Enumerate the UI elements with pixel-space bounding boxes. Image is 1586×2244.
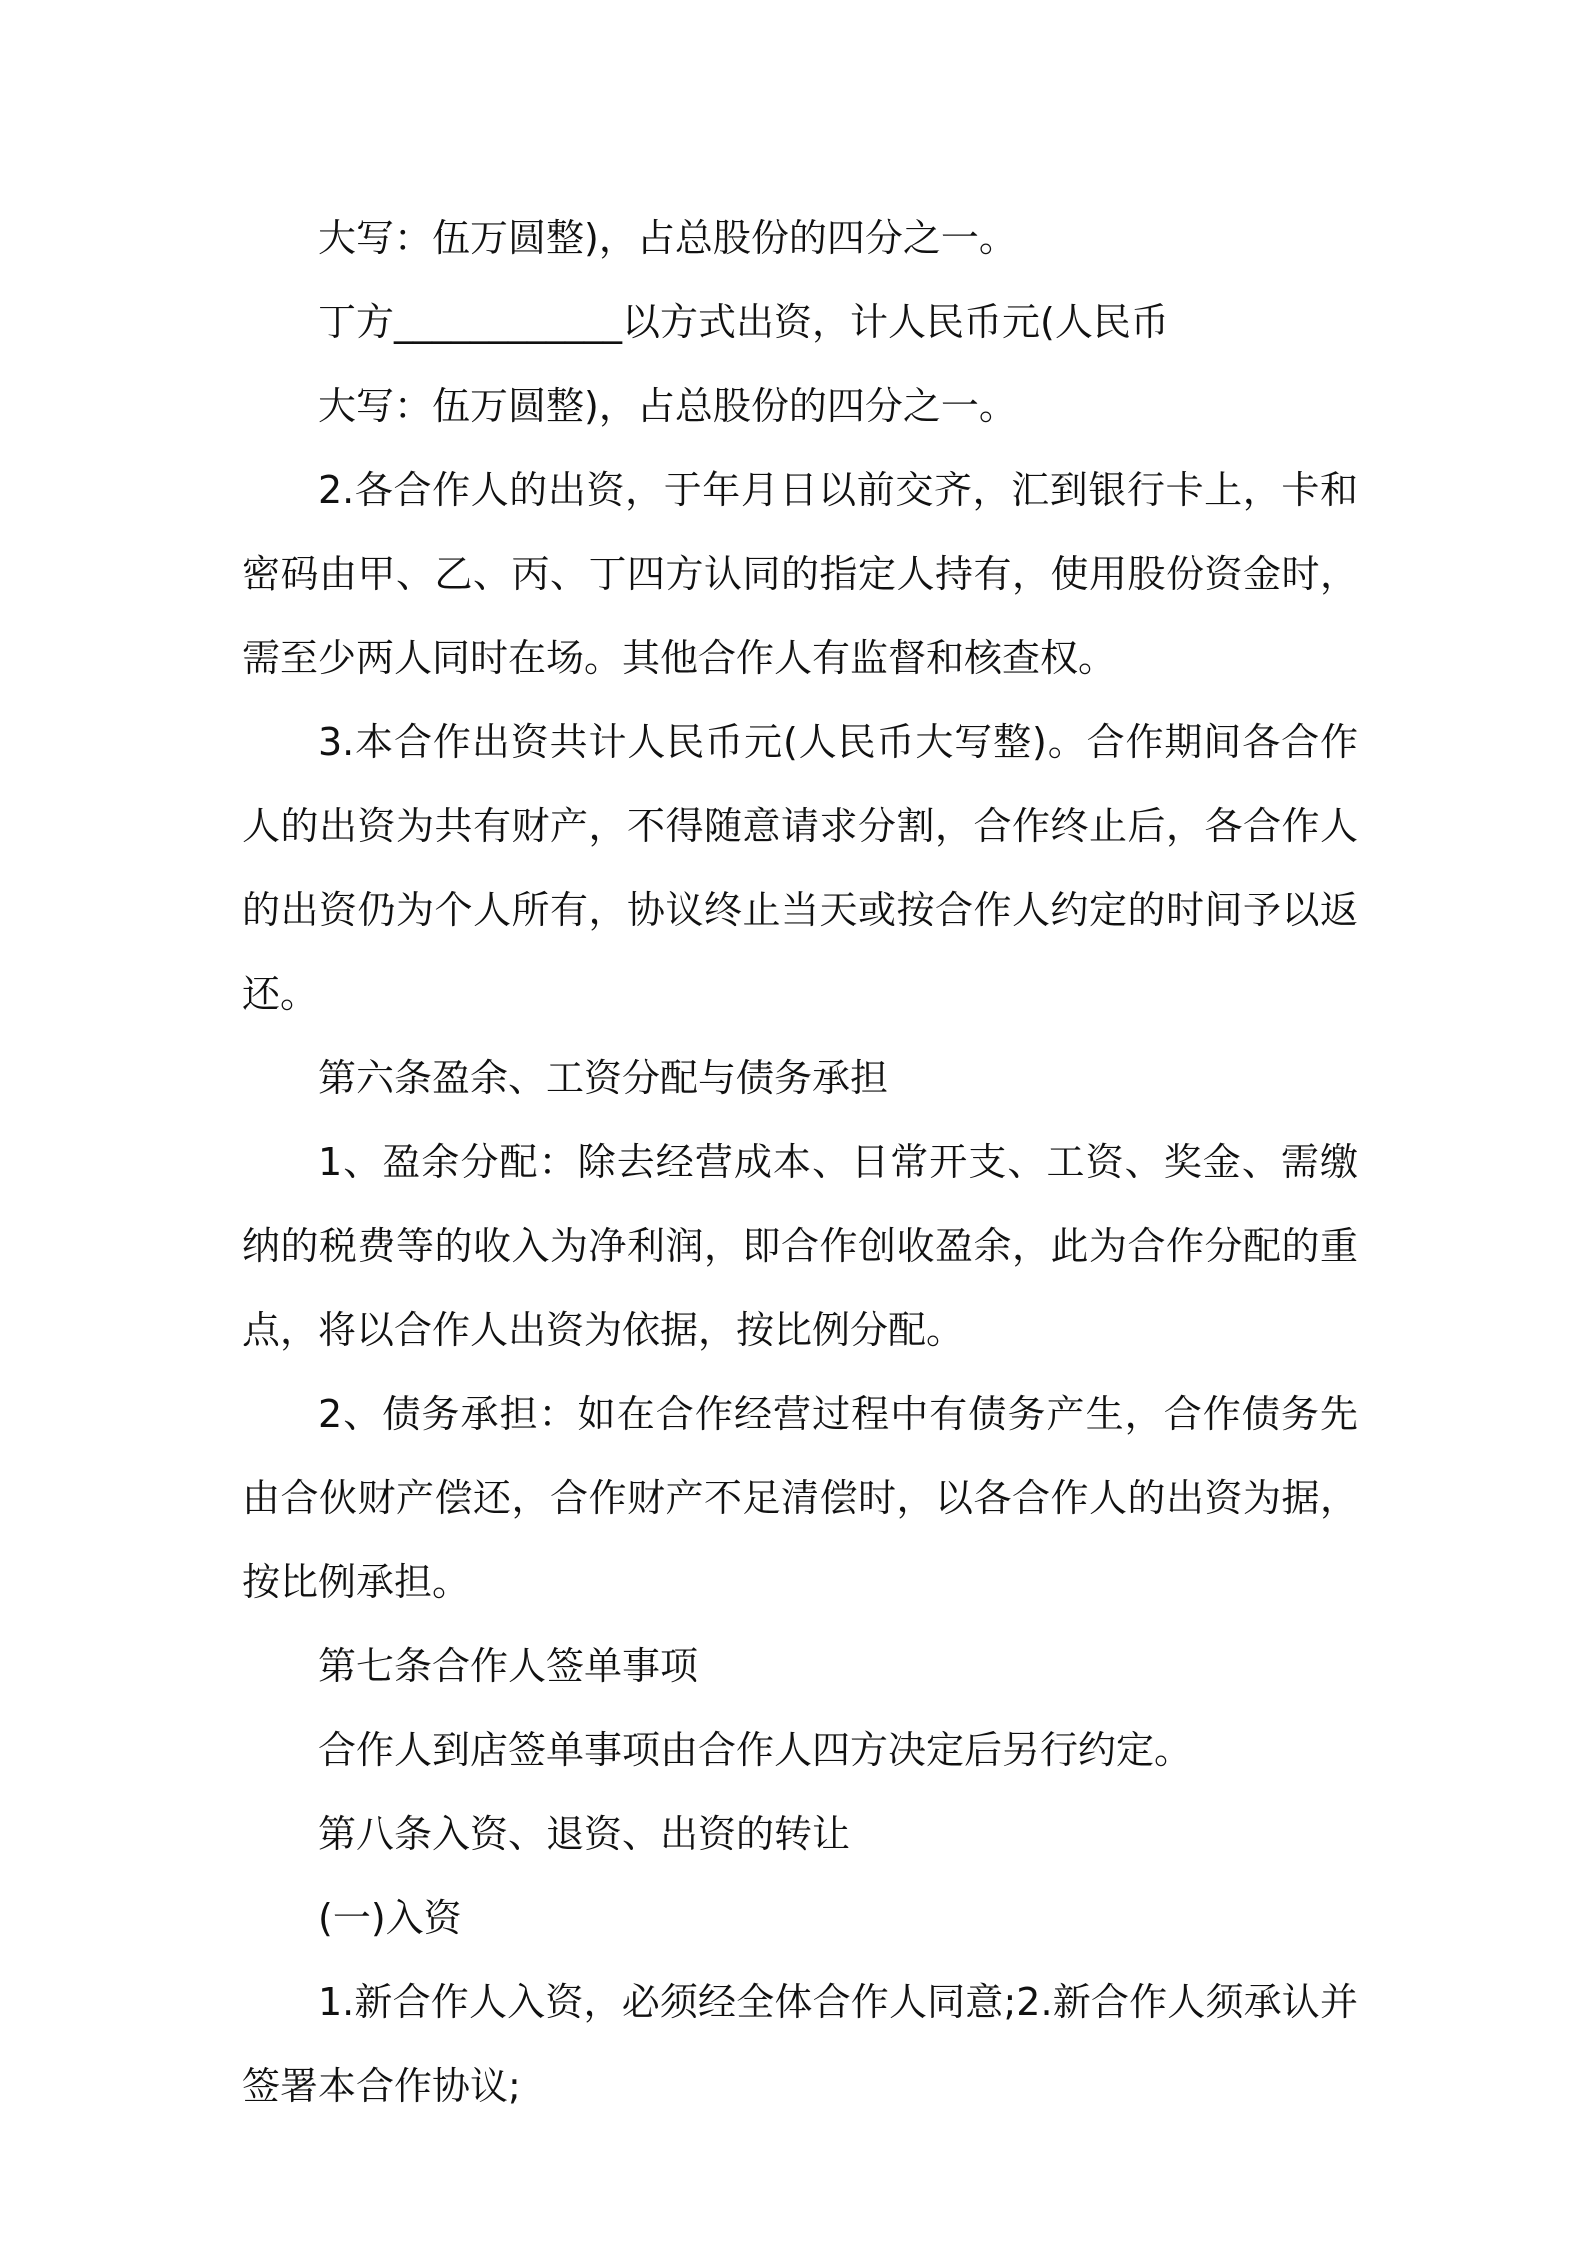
paragraph-profit-distribution: 1、盈余分配：除去经营成本、日常开支、工资、奖金、需缴纳的税费等的收入为净利润，即合作创收盈余，此为合作分配的重点，将以合作人出资为依据，按比例分配。: [242, 1140, 1358, 1352]
heading-article-8: 第八条入资、退资、出资的转让: [318, 1812, 851, 1856]
heading-article-6: 第六条盈余、工资分配与债务承担: [318, 1056, 889, 1100]
paragraph-clause-3-total: 3.本合作出资共计人民币元(人民币大写整)。合作期间各合作人的出资为共有财产，不得随意请求分割，合作终止后，各合作人的出资仍为个人所有，协议终止当天或按合作人约定的时间予以返还。: [242, 720, 1358, 1016]
heading-article-7: 第七条合作人签单事项: [318, 1644, 699, 1688]
paragraph-debt-bearing: 2、债务承担：如在合作经营过程中有债务产生，合作债务先由合伙财产偿还，合作财产不足清偿时，以各合作人的出资为据，按比例承担。: [242, 1392, 1358, 1604]
subheading-capital-entry: (一)入资: [318, 1896, 462, 1940]
paragraph-capital-amount-d: 大写：伍万圆整)，占总股份的四分之一。: [318, 384, 1017, 428]
paragraph-clause-2-payment: 2.各合作人的出资，于年月日以前交齐，汇到银行卡上，卡和密码由甲、乙、丙、丁四方认同的指定人持有，使用股份资金时，需至少两人同时在场。其他合作人有监督和核查权。: [242, 468, 1358, 680]
paragraph-signing-matters: 合作人到店签单事项由合作人四方决定后另行约定。: [318, 1728, 1193, 1772]
document-body: [242, 196, 1358, 2128]
paragraph-capital-amount-c: 大写：伍万圆整)，占总股份的四分之一。: [318, 216, 1017, 260]
paragraph-new-partner-entry: 1.新合作人入资，必须经全体合作人同意;2.新合作人须承认并签署本合作协议;: [242, 1980, 1358, 2108]
paragraph-party-d-contribution: 丁方____________以方式出资，计人民币元(人民币: [318, 300, 1169, 344]
